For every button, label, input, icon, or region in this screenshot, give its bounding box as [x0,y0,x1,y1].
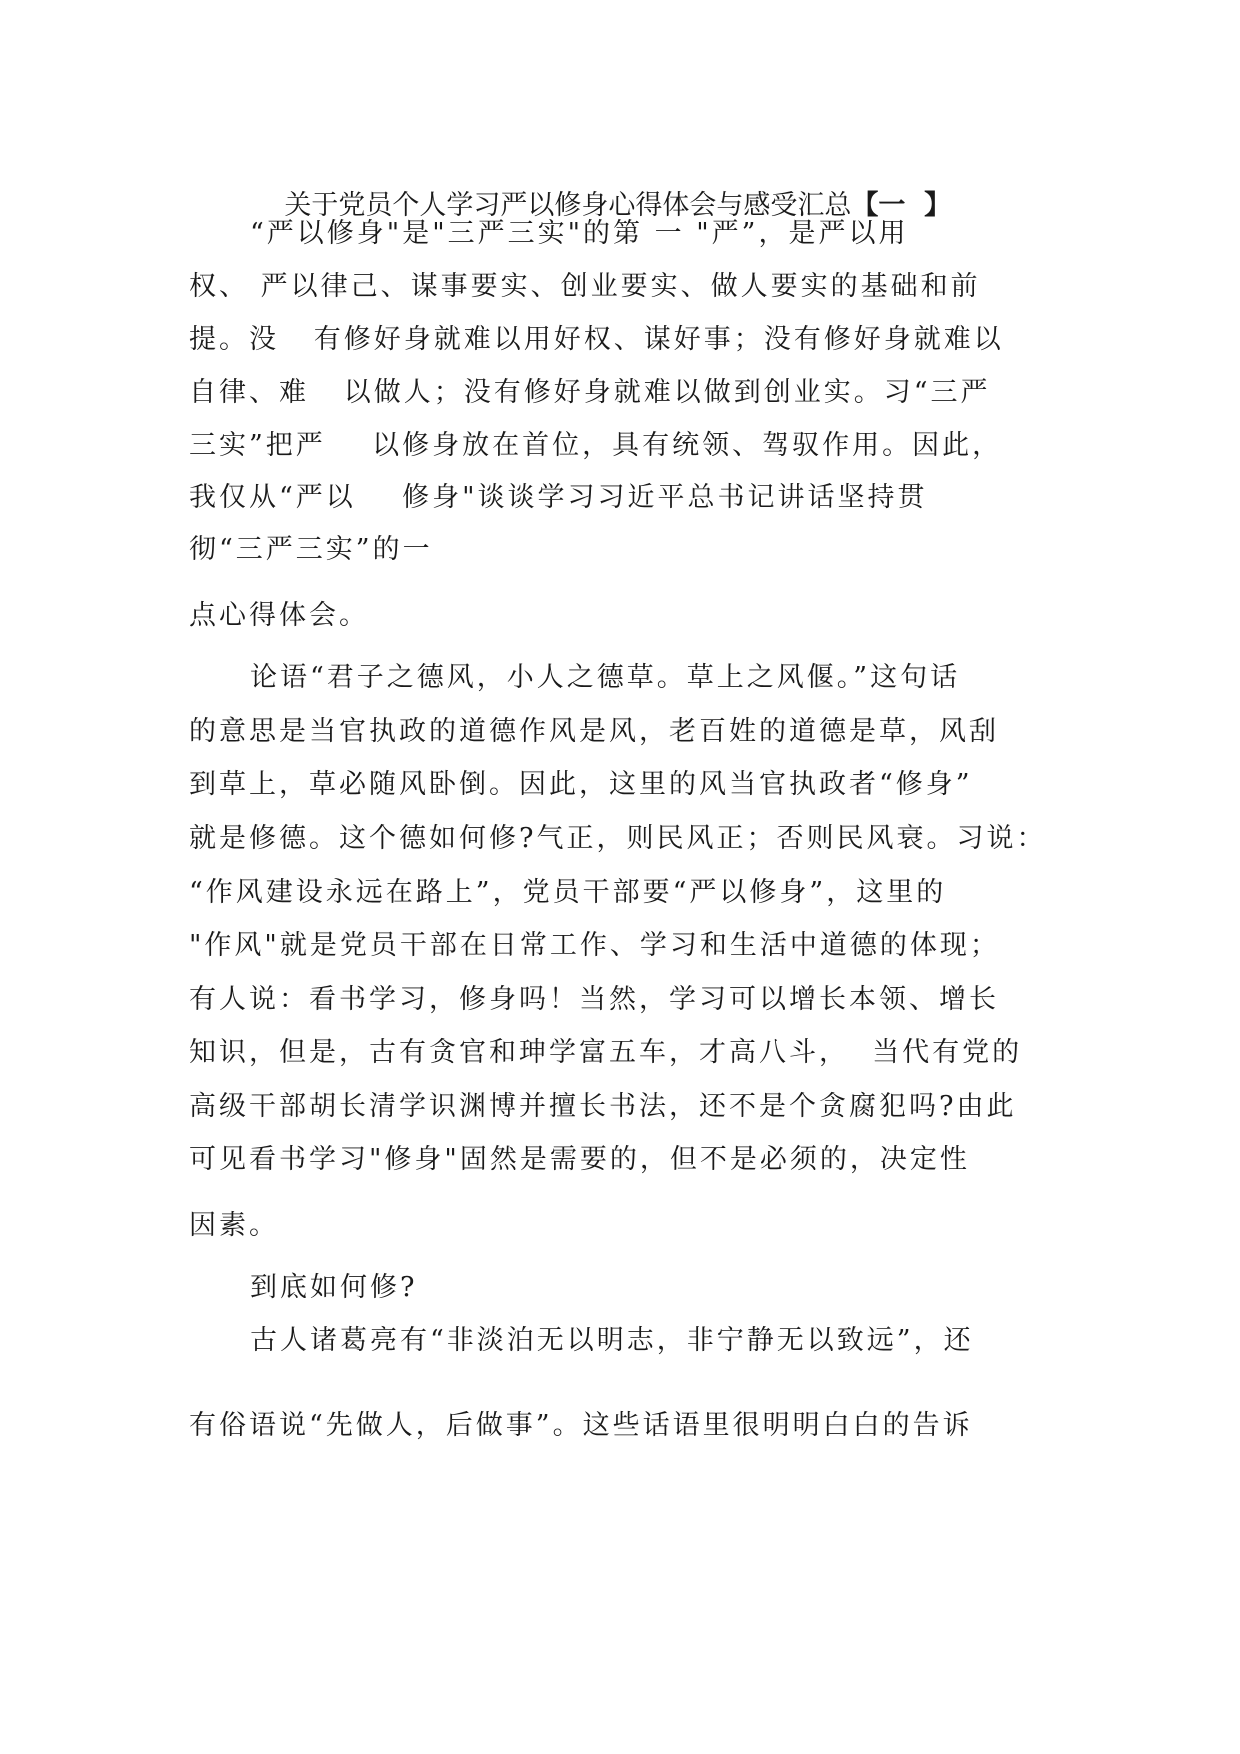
paragraph-line: 因素。 [189,1210,279,1241]
paragraph-line: 知识，但是，古有贪官和珅学富五车，才高八斗， 当代有党的 [189,1037,1023,1068]
document-title-bracket: 【一 】 [851,190,952,221]
paragraph-line: “严以修身"是"三严三实"的第 一 "严”，是严以用 [250,218,909,249]
paragraph-line: 到底如何修? [250,1272,418,1303]
paragraph-line: "作风"就是党员干部在日常工作、学习和生活中道德的体现； [189,930,1000,961]
paragraph-line: 自律、难 以做人；没有修好身就难以做到创业实。习“三严 [189,377,991,408]
paragraph-line: 可见看书学习"修身"固然是需要的，但不是必须的，决定性 [189,1144,970,1175]
paragraph-line: 我仅从“严以 修身"谈谈学习习近平总书记讲话坚持贯 [189,482,928,513]
paragraph-line: 古人诸葛亮有“非淡泊无以明志，非宁静无以致远”，还 [250,1325,974,1356]
paragraph-line: 高级干部胡长清学识渊博并擅长书法，还不是个贪腐犯吗?由此 [189,1091,1017,1122]
paragraph-line: “作风建设永远在路上”，党员干部要“严以修身”，这里的 [189,877,947,908]
paragraph-line: 有俗语说“先做人，后做事”。这些话语里很明明白白的告诉 [189,1410,973,1441]
paragraph-line: 权、 严以律己、谋事要实、创业要实、做人要实的基础和前 [189,271,981,302]
paragraph-line: 点心得体会。 [189,600,369,631]
paragraph-line: 到草上，草必随风卧倒。因此，这里的风当官执政者“修身” [189,769,973,800]
paragraph-line: 有人说：看书学习，修身吗！当然，学习可以增长本领、增长 [189,984,999,1015]
paragraph-line: 提。没 有修好身就难以用好权、谋好事；没有修好身就难以 [189,324,1004,355]
document-title-main: 关于党员个人学习严以修身心得体会与感受汇总 [284,190,852,221]
paragraph-line: 论语“君子之德风，小人之德草。草上之风偃。”这句话 [250,662,961,693]
paragraph-line: 就是修德。这个德如何修?气正，则民风正；否则民风衰。习说： [189,823,1047,854]
paragraph-line: 三实”把严 以修身放在首位，具有统领、驾驭作用。因此， [189,430,1003,461]
paragraph-line: 彻“三严三实”的一 [189,534,433,565]
paragraph-line: 的意思是当官执政的道德作风是风，老百姓的道德是草，风刮 [189,716,999,747]
